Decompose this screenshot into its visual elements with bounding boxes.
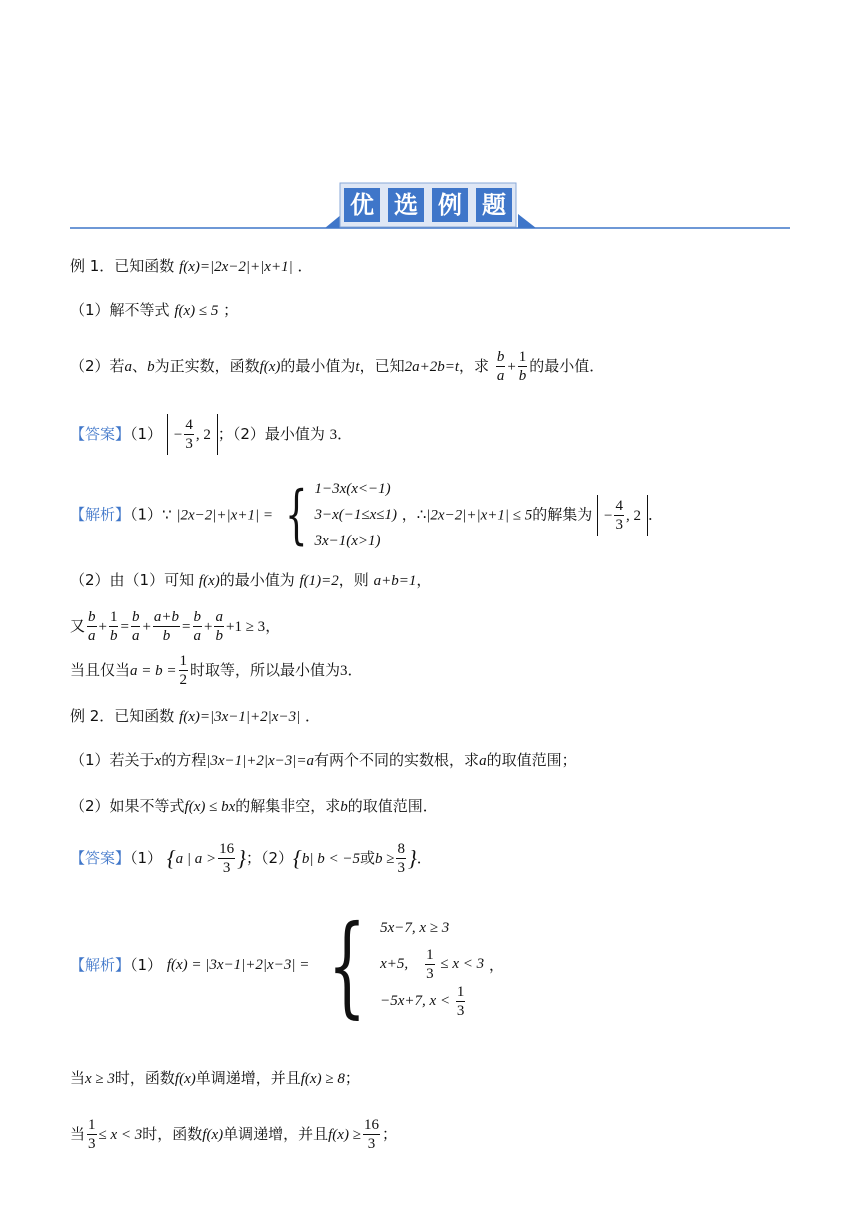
ex2-solution-line-1: 当x ≥ 3时，函数f(x)单调递增，并且f(x) ≥ 8；: [70, 1069, 360, 1087]
ex2-intro: 例 2．已知函数 f(x)=|3x−1|+2|x−3| ．: [70, 707, 321, 725]
answer-tag: 【答案】: [70, 425, 131, 443]
solution-tag: 【解析】: [70, 505, 131, 524]
banner-char: 例: [432, 188, 468, 222]
fraction: $\frac{1}{b}$: [518, 349, 527, 384]
interval: − $\frac{4}{3}$ , 2: [167, 414, 218, 455]
answer-tag: 【答案】: [70, 849, 131, 867]
section-banner: [70, 180, 790, 232]
banner-char: 题: [476, 188, 512, 222]
banner-title: [344, 188, 512, 222]
piecewise: { 5x−7, x ≥ 3 x+5, $\frac{1}{3}$ ≤ x < 3 −5x+7, x < $\frac{1}{3}$: [327, 901, 485, 1030]
ex1-solution-1: 【解析】（1）∵ |2x−2|+|x+1| = { 1−3x(x<−1) 3−x(−1≤x≤1) 3x−1(x>1) ，∴|2x−2|+|x+1| ≤ 5的解集为 − $\frac{4}{3}$ , 2 ．: [70, 478, 663, 552]
ex1-solution-4: 当且仅当a = b = $\frac{1}{2}$ 时取等，所以最小值为3．: [70, 653, 363, 688]
ex2-solution-1: 【解析】（1） f(x) = |3x−1|+2|x−3| = { 5x−7, x ≥ 3 x+5, $\frac{1}{3}$ ≤ x < 3 −5x+7, x < $\frac{1}{3}$ ，: [70, 901, 504, 1030]
ex1-intro: 例 1．已知函数 f(x)=|2x−2|+|x+1| ．: [70, 257, 313, 275]
fraction: $\frac{b}{a}$: [496, 349, 505, 384]
ex2-solution-line-2: 当 $\frac{1}{3}$ ≤ x < 3时，函数f(x)单调递增，并且f(x) ≥ $\frac{16}{3}$ ；: [70, 1117, 397, 1152]
ex1-answer: 【答案】（1） − $\frac{4}{3}$ , 2 ；（2）最小值为 3．: [70, 414, 352, 455]
ex1-question-2: （2）若a、b为正实数，函数f(x)的最小值为t，已知2a+2b=t，求 $\frac{b}{a}$ + $\frac{1}{b}$ 的最小值．: [70, 349, 605, 384]
interval: − $\frac{4}{3}$ , 2: [597, 495, 648, 536]
ex2-function: f(x)=|3x−1|+2|x−3|: [179, 709, 301, 725]
banner-char: 选: [388, 188, 424, 222]
ex1-solution-3: 又 $\frac{b}{a}$ + $\frac{1}{b}$ = $\frac{b}{a}$ + $\frac{a+b}{b}$ = $\frac{b}{a}$ + $\frac{a}{b}$ +1 ≥ 3，: [70, 609, 281, 644]
ex1-question-1: （1）解不等式 f(x) ≤ 5 ；: [70, 301, 239, 319]
piecewise: { 1−3x(x<−1) 3−x(−1≤x≤1) 3x−1(x>1): [284, 478, 397, 552]
solution-tag: 【解析】: [70, 956, 131, 975]
ex2-question-1: （1）若关于x的方程|3x−1|+2|x−3|=a有两个不同的实数根，求a的取值范围；: [70, 751, 577, 769]
banner-char: 优: [344, 188, 380, 222]
ex1-function: f(x)=|2x−2|+|x+1|: [179, 259, 293, 275]
ex1-solution-2: （2）由（1）可知 f(x)的最小值为 f(1)=2，则 a+b=1，: [70, 571, 432, 589]
ex2-question-2: （2）如果不等式f(x) ≤ bx的解集非空，求b的取值范围．: [70, 797, 438, 815]
ex2-answer: 【答案】（1） {a | a > $\frac{16}{3}$ }；（2）{b| b < −5或b ≥ $\frac{8}{3}$ }．: [70, 841, 432, 876]
